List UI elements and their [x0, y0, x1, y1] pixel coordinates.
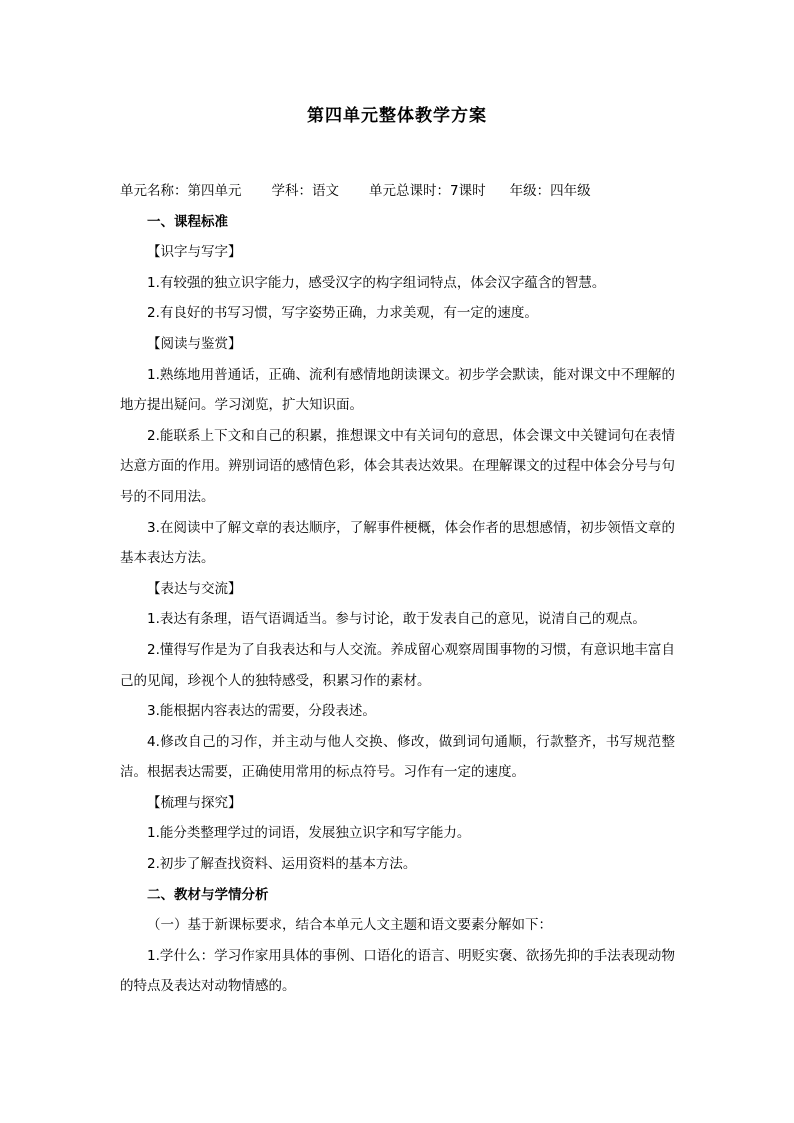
unit-meta-line — [120, 176, 675, 207]
paragraph: 1.熟练地用普通话，正确、流利有感情地朗读课文。初步学会默读，能对课文中不理解的地方提出疑问。学习浏览，扩大知识面。 — [120, 366, 675, 414]
paragraph: 2.初步了解查找资料、运用资料的基本方法。 — [147, 856, 417, 873]
paragraph: 1.有较强的独立识字能力，感受汉字的构字组词特点，体会汉字蕴含的智慧。 — [147, 274, 606, 291]
document-title: 第四单元整体教学方案 — [307, 106, 487, 126]
subheading-sorting-exploration: 【梳理与探究】 — [147, 794, 242, 811]
subject: 学科：语文 — [271, 183, 339, 199]
paragraph: 3.在阅读中了解文章的表达顺序，了解事件梗概，体会作者的思想感情，初步领悟文章的基本表达方法。 — [120, 519, 675, 567]
paragraph: 1.表达有条理，语气语调适当。参与讨论，敢于发表自己的意见，说清自己的观点。 — [147, 611, 646, 628]
paragraph: 1.能分类整理学过的词语，发展独立识字和写字能力。 — [147, 825, 471, 842]
paragraph: 2.有良好的书写习惯，写字姿势正确，力求美观，有一定的速度。 — [147, 305, 538, 322]
subheading-expression-communication: 【表达与交流】 — [147, 580, 242, 597]
paragraph: 1.学什么：学习作家用具体的事例、口语化的语言、明贬实褒、欲扬先抑的手法表现动物的特点及表达对动物情感的。 — [120, 947, 675, 995]
document-body — [120, 176, 675, 1002]
paragraph: （一）基于新课标要求，结合本单元人文主题和语文要素分解如下： — [147, 917, 552, 934]
paragraph: 2.懂得写作是为了自我表达和与人交流。养成留心观察周围事物的习惯，有意识地丰富自己的见闻，珍视个人的独特感受，积累习作的素材。 — [120, 641, 675, 689]
grade: 年级：四年级 — [509, 183, 591, 199]
paragraph: 3.能根据内容表达的需要，分段表述。 — [147, 703, 376, 720]
section-heading-curriculum-standards: 一、课程标准 — [147, 213, 228, 230]
section-heading-textbook-analysis: 二、教材与学情分析 — [147, 886, 269, 903]
unit-name: 单元名称：第四单元 — [120, 183, 242, 199]
subheading-literacy-writing: 【识字与写字】 — [147, 244, 242, 261]
subheading-reading-appreciation: 【阅读与鉴赏】 — [147, 335, 242, 352]
paragraph: 2.能联系上下文和自己的积累，推想课文中有关词句的意思，体会课文中关键词句在表情达意方面的作用。辨别词语的感情色彩，体会其表达效果。在理解课文的过程中体会分号与句号的不同用法。 — [120, 427, 675, 505]
paragraph: 4.修改自己的习作，并主动与他人交换、修改，做到词句通顺，行款整齐，书写规范整洁。根据表达需要，正确使用常用的标点符号。习作有一定的速度。 — [120, 733, 675, 781]
total-lessons: 单元总课时：7课时 — [369, 183, 486, 199]
